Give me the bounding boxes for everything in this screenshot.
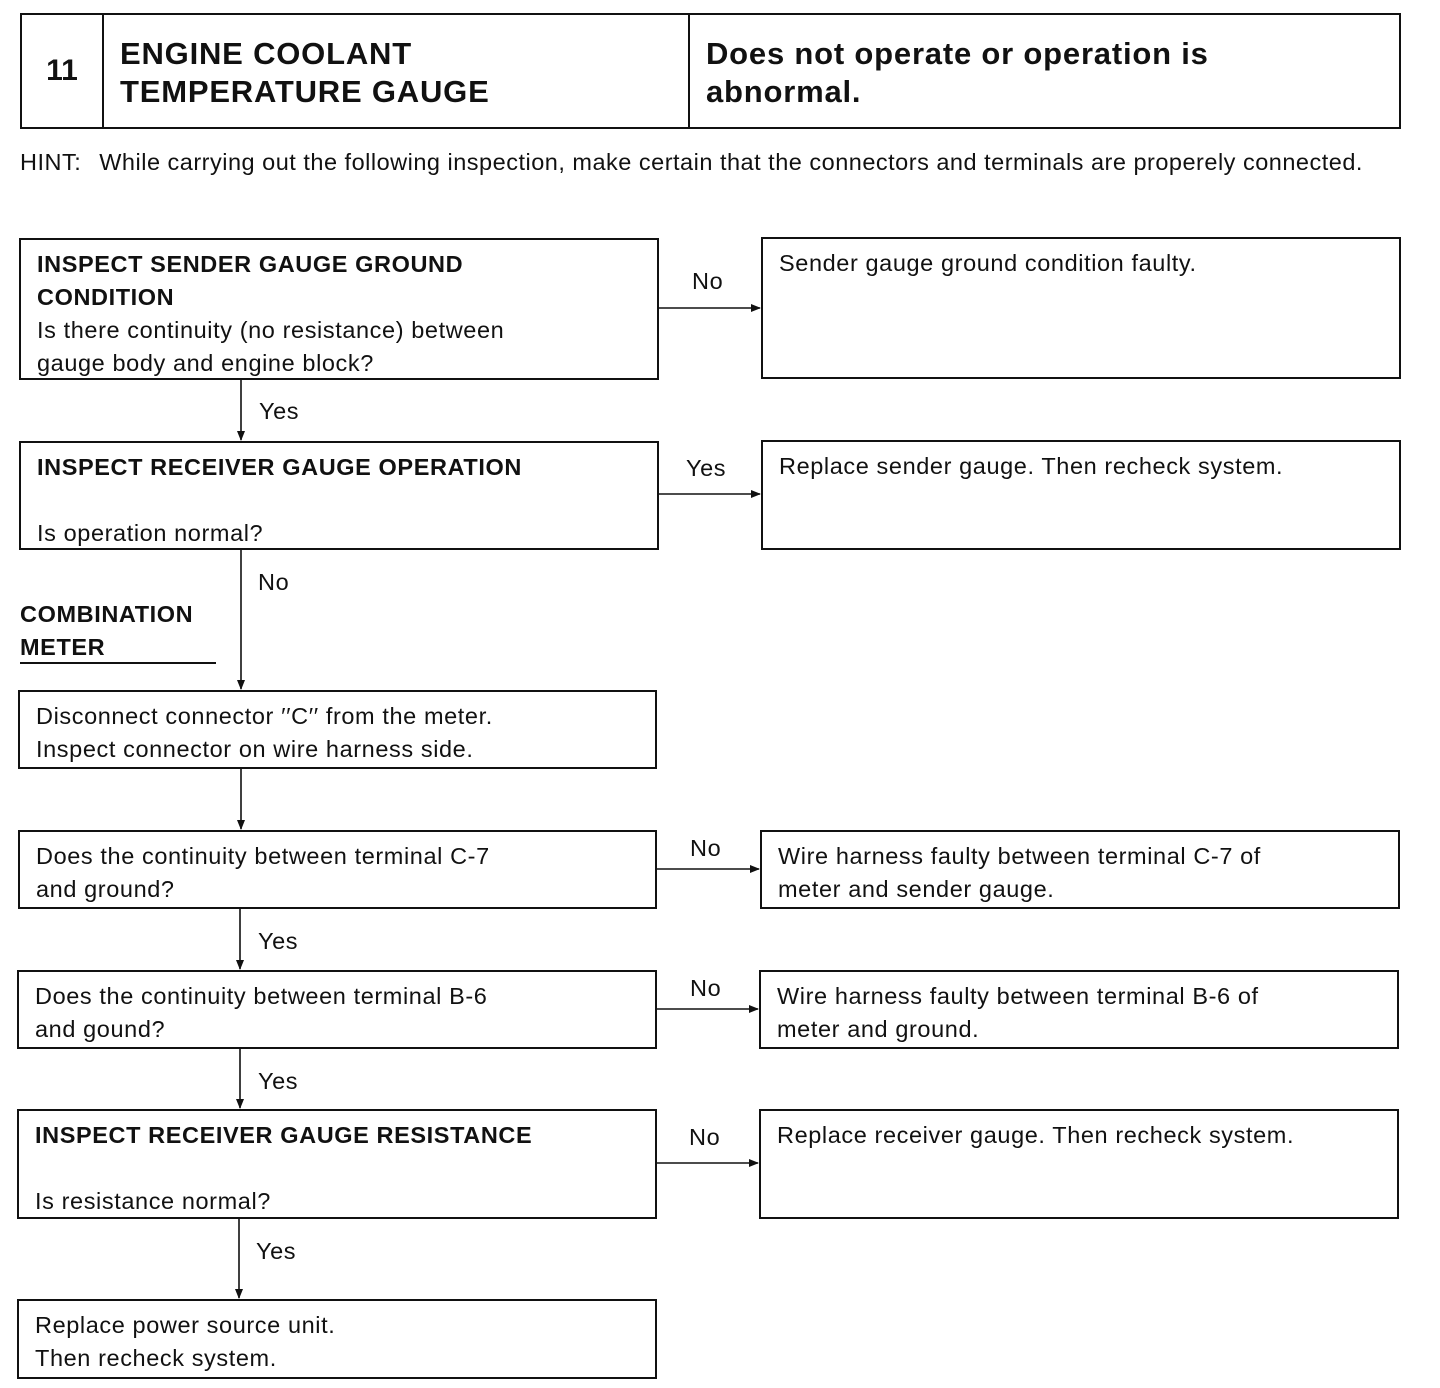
hint-text: While carrying out the following inspection, make certain that the connectors and terminals are properely connected. bbox=[99, 149, 1363, 175]
header-title-line1: ENGINE COOLANT bbox=[120, 36, 412, 71]
step3-line2: Inspect connector on wire harness side. bbox=[36, 736, 474, 762]
header-title-line2: TEMPERATURE GAUGE bbox=[120, 74, 490, 109]
step-inspect-sender-ground bbox=[19, 238, 659, 380]
result4-line2: meter and ground. bbox=[777, 1016, 980, 1042]
result5-text: Replace receiver gauge. Then recheck system. bbox=[777, 1122, 1295, 1148]
result1-text: Sender gauge ground condition faulty. bbox=[779, 250, 1197, 276]
result-harness-b6-faulty bbox=[759, 970, 1399, 1049]
section-label bbox=[20, 598, 220, 664]
label-s4-no: No bbox=[690, 835, 722, 861]
step1-title-line1: INSPECT SENDER GAUGE GROUND bbox=[37, 251, 464, 277]
step6-question: Is resistance normal? bbox=[35, 1188, 271, 1214]
step6-title: INSPECT RECEIVER GAUGE RESISTANCE bbox=[35, 1122, 533, 1148]
step5-line2: and gound? bbox=[35, 1016, 166, 1042]
step1-title-line2: CONDITION bbox=[37, 284, 175, 310]
hint-label: HINT: bbox=[20, 149, 82, 175]
label-s6-yes: Yes bbox=[256, 1238, 297, 1264]
step3-line1: Disconnect connector ′′C′′ from the meter. bbox=[36, 703, 493, 729]
section-number: 11 bbox=[22, 15, 104, 127]
result3-line1: Wire harness faulty between terminal C-7 of bbox=[778, 843, 1261, 869]
label-s5-yes: Yes bbox=[258, 1068, 299, 1094]
label-s1-no: No bbox=[692, 268, 724, 294]
step5-line1: Does the continuity between terminal B-6 bbox=[35, 983, 488, 1009]
section-label-line1: COMBINATION bbox=[20, 601, 194, 627]
step-check-b6-continuity bbox=[17, 970, 657, 1049]
step7-line2: Then recheck system. bbox=[35, 1345, 277, 1371]
result2-text: Replace sender gauge. Then recheck system. bbox=[779, 453, 1284, 479]
step4-line2: and ground? bbox=[36, 876, 175, 902]
step-disconnect-connector-c bbox=[18, 690, 657, 769]
step-replace-power-source bbox=[17, 1299, 657, 1379]
step1-question-line1: Is there continuity (no resistance) between bbox=[37, 317, 505, 343]
label-s2-yes: Yes bbox=[686, 455, 727, 481]
label-s5-no: No bbox=[690, 975, 722, 1001]
result-replace-receiver-gauge bbox=[759, 1109, 1399, 1219]
header-symptom-line1: Does not operate or operation is bbox=[706, 36, 1209, 71]
section-label-line2: METER bbox=[20, 634, 106, 660]
step7-line1: Replace power source unit. bbox=[35, 1312, 336, 1338]
section-underline bbox=[20, 662, 216, 664]
step4-line1: Does the continuity between terminal C-7 bbox=[36, 843, 490, 869]
label-s4-yes: Yes bbox=[258, 928, 299, 954]
step2-question: Is operation normal? bbox=[37, 520, 264, 546]
step-check-c7-continuity bbox=[18, 830, 657, 909]
step1-question-line2: gauge body and engine block? bbox=[37, 350, 374, 376]
result-replace-sender-gauge bbox=[761, 440, 1401, 550]
label-s2-no: No bbox=[258, 569, 290, 595]
result-harness-c7-faulty bbox=[760, 830, 1400, 909]
header-symptom-line2: abnormal. bbox=[706, 74, 862, 109]
label-s1-yes: Yes bbox=[259, 398, 300, 424]
result3-line2: meter and sender gauge. bbox=[778, 876, 1055, 902]
result4-line1: Wire harness faulty between terminal B-6 of bbox=[777, 983, 1259, 1009]
step-inspect-receiver-resistance bbox=[17, 1109, 657, 1219]
result-sender-ground-faulty bbox=[761, 237, 1401, 379]
label-s6-no: No bbox=[689, 1124, 721, 1150]
step-inspect-receiver-operation bbox=[19, 441, 659, 550]
step2-title: INSPECT RECEIVER GAUGE OPERATION bbox=[37, 454, 522, 480]
